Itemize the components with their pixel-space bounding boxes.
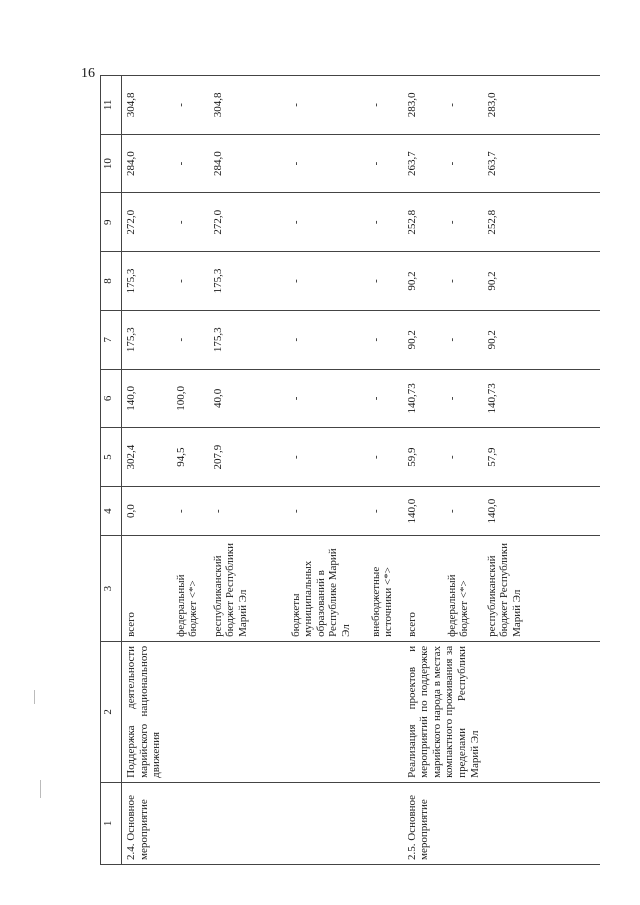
scan-speck	[40, 780, 41, 798]
value-cell: 140,0	[403, 486, 443, 535]
value-cell: -	[287, 252, 367, 311]
value-cell: 252,8	[403, 193, 443, 252]
value-cell: 263,7	[483, 134, 601, 193]
value-cell: -	[172, 310, 209, 369]
value-cell: 272,0	[122, 193, 172, 252]
value-cell: 175,3	[122, 252, 172, 311]
value-cell: 283,0	[403, 76, 443, 135]
value-cell: 57,9	[483, 428, 601, 487]
value-cell: -	[443, 310, 483, 369]
value-cell: 175,3	[209, 252, 287, 311]
value-cell: -	[287, 310, 367, 369]
column-number-header-row	[101, 76, 122, 865]
source-label: бюджеты муниципальных образований в Республике Марий Эл	[287, 536, 367, 642]
value-cell: -	[172, 134, 209, 193]
value-cell: 90,2	[483, 310, 601, 369]
value-cell: 304,8	[122, 76, 172, 135]
value-cell: -	[287, 134, 367, 193]
value-cell: -	[443, 76, 483, 135]
activity-name-cell: Реализация проектов и мероприятий по поддержке марийского народа в местах компактного проживания за пределами Республики Марий Эл	[403, 641, 601, 782]
value-cell: -	[287, 76, 367, 135]
value-cell: -	[367, 369, 403, 428]
value-cell: -	[443, 252, 483, 311]
value-cell: 140,0	[483, 486, 601, 535]
value-cell: -	[367, 252, 403, 311]
table-container	[100, 75, 600, 865]
col-header: 5	[101, 428, 122, 487]
value-cell: -	[172, 486, 209, 535]
value-cell: 94,5	[172, 428, 209, 487]
value-cell: 263,7	[403, 134, 443, 193]
col-header: 7	[101, 310, 122, 369]
value-cell: -	[443, 428, 483, 487]
activity-cell: 2.4. Основное мероприятие	[122, 782, 403, 864]
value-cell: -	[367, 428, 403, 487]
source-label: внебюджетные источники <*>	[367, 536, 403, 642]
value-cell: -	[443, 486, 483, 535]
value-cell: -	[443, 369, 483, 428]
col-header: 3	[101, 536, 122, 642]
value-cell: -	[287, 486, 367, 535]
value-cell: 0,0	[122, 486, 172, 535]
activity-cell: 2.5. Основное мероприятие	[403, 782, 601, 864]
value-cell: 90,2	[483, 252, 601, 311]
value-cell: -	[287, 193, 367, 252]
source-label: республиканский бюджет Республики Марий Эл	[483, 536, 601, 642]
col-header: 6	[101, 369, 122, 428]
value-cell: 140,0	[122, 369, 172, 428]
col-header: 8	[101, 252, 122, 311]
table-row	[403, 76, 443, 865]
table-row	[122, 76, 172, 865]
value-cell: 283,0	[483, 76, 601, 135]
value-cell: 302,4	[122, 428, 172, 487]
value-cell: -	[209, 486, 287, 535]
value-cell: 100,0	[172, 369, 209, 428]
source-label: федеральный бюджет <*>	[172, 536, 209, 642]
page-number: 16	[81, 66, 95, 81]
scan-speck	[34, 690, 35, 704]
value-cell: -	[172, 193, 209, 252]
col-header: 10	[101, 134, 122, 193]
value-cell: 304,8	[209, 76, 287, 135]
value-cell: -	[367, 76, 403, 135]
financing-table	[100, 75, 600, 865]
source-label: республиканский бюджет Республики Марий Эл	[209, 536, 287, 642]
col-header: 9	[101, 193, 122, 252]
value-cell: -	[367, 310, 403, 369]
col-header: 1	[101, 782, 122, 864]
source-label: всего	[403, 536, 443, 642]
value-cell: 272,0	[209, 193, 287, 252]
value-cell: 59,9	[403, 428, 443, 487]
value-cell: -	[287, 428, 367, 487]
source-label: федеральный бюджет <*>	[443, 536, 483, 642]
value-cell: -	[287, 369, 367, 428]
value-cell: 140,73	[403, 369, 443, 428]
value-cell: 284,0	[122, 134, 172, 193]
value-cell: -	[443, 134, 483, 193]
value-cell: 140,73	[483, 369, 601, 428]
col-header: 4	[101, 486, 122, 535]
activity-name-cell: Поддержка деятельности марийского национального движения	[122, 641, 403, 782]
value-cell: 175,3	[122, 310, 172, 369]
col-header: 11	[101, 76, 122, 135]
value-cell: -	[367, 486, 403, 535]
source-label: всего	[122, 536, 172, 642]
value-cell: -	[367, 134, 403, 193]
value-cell: 40,0	[209, 369, 287, 428]
value-cell: 90,2	[403, 310, 443, 369]
value-cell: 284,0	[209, 134, 287, 193]
value-cell: 90,2	[403, 252, 443, 311]
value-cell: 175,3	[209, 310, 287, 369]
value-cell: 252,8	[483, 193, 601, 252]
value-cell: -	[443, 193, 483, 252]
value-cell: -	[172, 76, 209, 135]
col-header: 2	[101, 641, 122, 782]
value-cell: 207,9	[209, 428, 287, 487]
rotated-table-frame	[100, 75, 600, 865]
value-cell: -	[367, 193, 403, 252]
value-cell: -	[172, 252, 209, 311]
